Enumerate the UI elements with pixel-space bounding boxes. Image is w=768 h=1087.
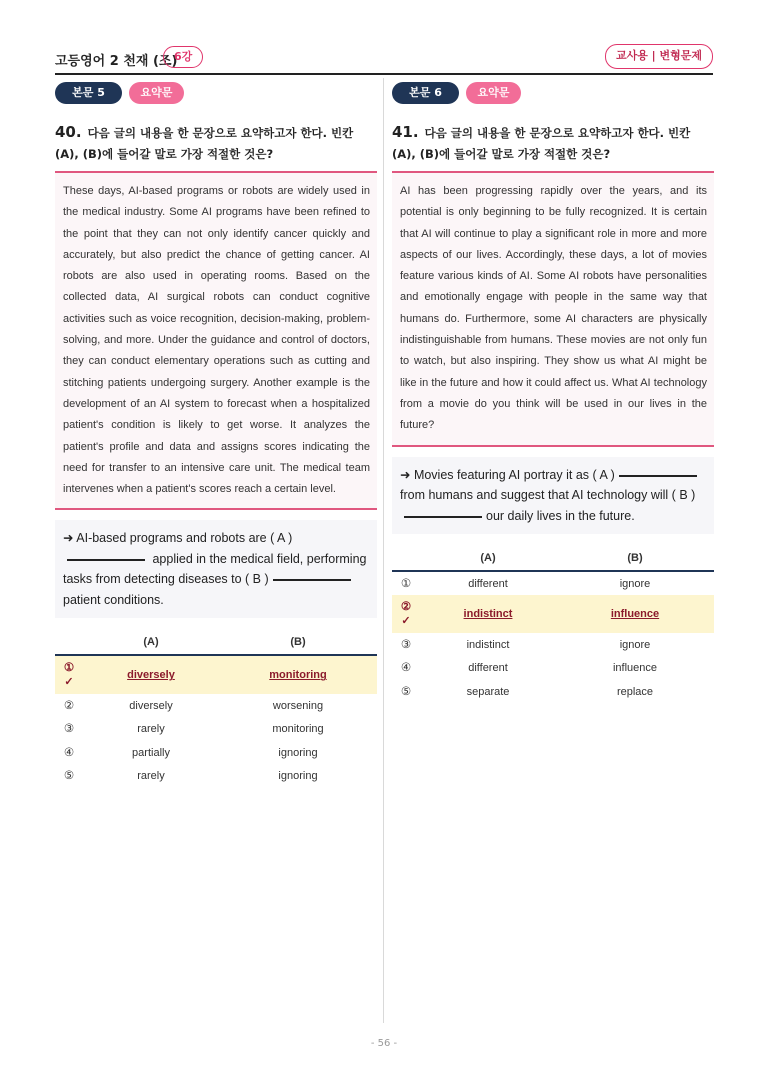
choice-row[interactable] <box>55 741 377 764</box>
summary-tag: 요약문 <box>129 82 184 104</box>
summary-part-2: applied in the medical field, performing tasks from detecting diseases to ( B ) <box>63 551 367 587</box>
question-tags <box>392 82 714 106</box>
answer-choices <box>392 546 714 703</box>
choice-row-correct[interactable] <box>392 595 714 633</box>
page-number: - 56 - <box>370 1038 398 1049</box>
summary-part-1: ➜ Movies featuring AI portray it as ( A ) <box>400 467 615 482</box>
passage-tag: 본문 5 <box>55 82 122 104</box>
summary-part-3: patient conditions. <box>63 592 164 607</box>
check-icon: ✓ <box>401 615 411 628</box>
choice-row[interactable] <box>392 633 714 656</box>
choice-a: rarely <box>137 723 165 736</box>
question-text: 다음 글의 내용을 한 문장으로 요약하고자 한다. 빈칸 (A), (B)에 들어갈 말로 가장 적절한 것은? <box>55 126 354 161</box>
reading-passage: AI has been progressing rapidly over the years, and its potential is only beginning to be fully recognized. It is certain that AI will continue to play a significant role in more and more aspects of our lives. Accordingly, these days, a lot of movies feature various kinds of AI. Some AI robots have personalities and emotionally engage with people in the same way that humans do. Furthermore, some AI characters are physically indistinguishable from humans. These movies are not only fun to watch, but also inspiring. They show us what AI might be like in the future and how it could affect us. What AI technology from a movie do you think will be used in our lives in the future? <box>392 173 714 445</box>
teacher-edition-badge: 교사용 | 변형문제 <box>605 44 713 69</box>
question-40-column <box>55 82 377 788</box>
choice-a: partially <box>132 746 170 759</box>
choice-row[interactable] <box>55 718 377 741</box>
choice-number: ① <box>400 577 412 590</box>
summary-part-1: ➜ AI-based programs and robots are ( A ) <box>63 531 293 546</box>
question-tags <box>55 82 377 106</box>
choice-number: ④ <box>63 746 75 759</box>
choice-b: replace <box>616 685 654 698</box>
summary-part-3: our daily lives in the future. <box>486 508 635 523</box>
choice-row[interactable] <box>55 694 377 717</box>
summary-box <box>55 520 377 618</box>
choice-a: indistinct <box>463 608 513 621</box>
blank-a <box>67 559 145 561</box>
passage-rule <box>392 445 714 447</box>
question-text: 다음 글의 내용을 한 문장으로 요약하고자 한다. 빈칸 (A), (B)에 들어갈 말로 가장 적절한 것은? <box>392 126 691 161</box>
question-prompt <box>55 122 377 165</box>
passage-tag: 본문 6 <box>392 82 459 104</box>
choice-number: ② <box>400 601 412 614</box>
choice-number: ③ <box>400 639 412 651</box>
lesson-badge: 6강 <box>163 46 203 68</box>
choice-a: indistinct <box>466 639 510 651</box>
check-icon: ✓ <box>64 676 74 689</box>
choice-a: different <box>468 662 508 675</box>
blank-b <box>404 516 482 518</box>
choice-number: ③ <box>63 723 75 736</box>
choice-number: ⑤ <box>400 685 412 698</box>
choice-number: ⑤ <box>63 769 75 782</box>
choice-b: influence <box>610 608 660 621</box>
question-prompt <box>392 122 714 165</box>
summary-tag: 요약문 <box>466 82 521 104</box>
column-divider <box>383 78 384 1023</box>
choices-header <box>55 630 377 656</box>
choice-b: monitoring <box>272 723 324 736</box>
choice-b: ignoring <box>278 746 318 759</box>
choice-a: separate <box>466 685 510 698</box>
choice-row[interactable] <box>392 572 714 595</box>
answer-choices <box>55 630 377 787</box>
choice-b: worsening <box>272 700 324 713</box>
column-b-label: (B) <box>290 636 306 649</box>
blank-b <box>273 579 351 581</box>
choice-a: diversely <box>129 700 173 713</box>
choice-b: ignoring <box>278 769 318 782</box>
choice-number: ④ <box>400 662 412 675</box>
choice-a: diversely <box>127 669 175 682</box>
column-b-label: (B) <box>627 552 643 565</box>
choice-b: ignore <box>619 577 651 590</box>
choice-b: monitoring <box>269 669 327 682</box>
choice-b: ignore <box>619 639 651 651</box>
question-number: 40. <box>55 123 82 141</box>
choice-row[interactable] <box>55 764 377 787</box>
choices-header <box>392 546 714 572</box>
column-a-label: (A) <box>143 636 159 649</box>
reading-passage: These days, AI-based programs or robots are widely used in the medical industry. Some AI programs have been refined to the point that they can not only identify cancer quickly and accurately, but also predict the chance of getting cancer. AI robots are also used in operating rooms. Based on the collected data, AI surgical robots can conduct cognitive activities such as voice recognition, decision-making, problem-solving, and more. Under the guidance and control of doctors, they can conduct elementary operations such as cutting and stitching patients undergoing surgery. Another example is the development of an AI system to forecast when a hospitalized patient's condition is likely to get worse. It analyzes the patient's profile and data and assigns scores indicating the need for transfer to an intensive care unit. The medical team intervenes when a patient's scores reach a certain level. <box>55 173 377 508</box>
book-title: 고등영어 2 천재 (조) <box>55 54 178 69</box>
column-a-label: (A) <box>480 552 496 565</box>
header-rule <box>55 73 713 75</box>
choice-a: rarely <box>137 769 165 782</box>
page-header <box>55 44 713 74</box>
blank-a <box>619 475 697 477</box>
choice-row[interactable] <box>392 680 714 703</box>
question-41-column <box>392 82 714 703</box>
choice-number: ② <box>63 700 75 713</box>
choice-a: different <box>468 577 508 590</box>
choice-row[interactable] <box>392 657 714 680</box>
passage-rule <box>55 508 377 510</box>
question-number: 41. <box>392 123 419 141</box>
choice-number: ① <box>63 662 75 675</box>
choice-row-correct[interactable] <box>55 656 377 694</box>
summary-part-2: from humans and suggest that AI technology will ( B ) <box>400 488 696 503</box>
summary-box <box>392 457 714 535</box>
choice-b: influence <box>612 662 658 675</box>
